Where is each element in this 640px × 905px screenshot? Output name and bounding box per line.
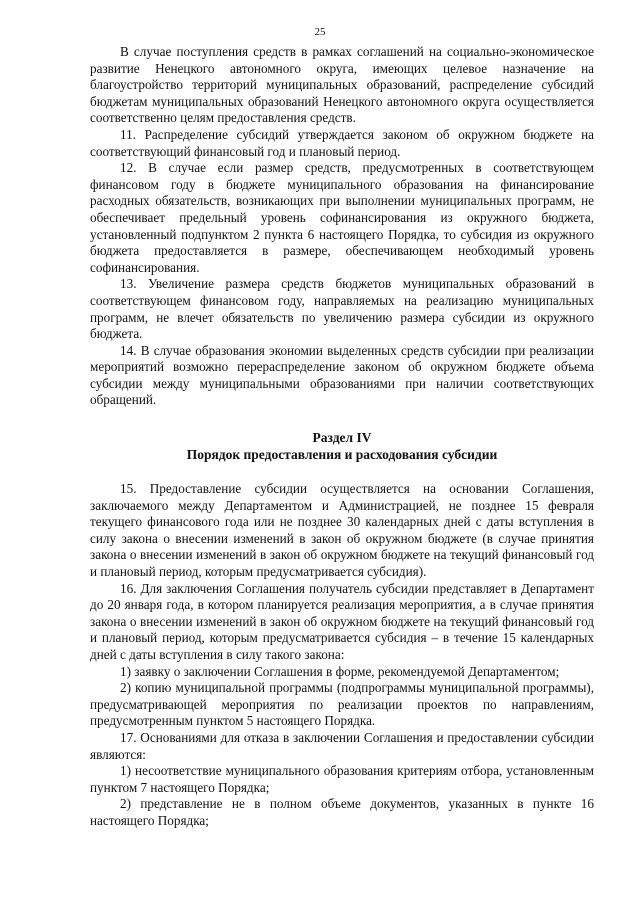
paragraph-17: 17. Основаниями для отказа в заключении Соглашения и предоставлении субсидии являются:: [90, 729, 594, 762]
paragraph-17-item-1: 1) несоответствие муниципального образования критериям отбора, установленным пунктом 7 настоящего Порядка;: [90, 763, 594, 795]
paragraph-16-item-1: 1) заявку о заключении Соглашения в форме, рекомендуемой Департаментом;: [120, 663, 560, 679]
paragraph-12: 12. В случае если размер средств, предусмотренных в соответствующем финансовом году в бюджете муниципального образования на финансирование расходных обязательств, возникающих при выполнении муниципальных программ, не обеспечивает предельный уровень софинансирования из окружного бюджета, установленный подпунктом 2 пункта 6 настоящего Порядка, то субсидия из окружного бюджета предоставляется в размере, обеспечивающем необходимый уровень софинансирования.: [90, 160, 594, 275]
paragraph-14: 14. В случае образования экономии выделенных средств субсидии при реализации мероприятий возможно перераспределение законом об окружном бюджете объема субсидии между муниципальными образованиями при наличии соответствующих обращений.: [90, 342, 594, 408]
page-number: 25: [314, 26, 326, 38]
page-content: [90, 44, 594, 830]
paragraph-13: 13. Увеличение размера средств бюджетов муниципальных образований в соответствующем финансовом году, направляемых на реализацию муниципальных программ, не влечет обязательств по увеличению размера субсидии из окружного бюджета.: [90, 276, 594, 342]
paragraph-15: 15. Предоставление субсидии осуществляется на основании Соглашения, заключаемого между Департаментом и Администрацией, не позднее 15 февраля текущего финансового года или не позднее 30 календарных дней с даты вступления в силу закона о внесении изменений в закон об окружном бюджете (в случае принятия закона о внесении изменений в закон об окружном бюджете на текущий финансовый год и плановый период, которым предусматривается субсидия).: [90, 481, 594, 580]
paragraph-16-item-2: 2) копию муниципальной программы (подпрограммы муниципальной программы), предусматривающей мероприятия по реализации проектов по направлениям, предусмотренным пунктом 5 настоящего Порядка.: [90, 680, 594, 729]
paragraph-16: 16. Для заключения Соглашения получатель субсидии представляет в Департамент до 20 января года, в котором планируется реализация мероприятия, а в случае принятия закона о внесении изменений в закон об окружном бюджете на текущий финансовый год и плановый период, которым предусматривается субсидия – в течение 15 календарных дней с даты вступления в силу такого закона:: [90, 580, 594, 662]
paragraph-17-item-2: 2) представление не в полном объеме документов, указанных в пункте 16 настоящего Порядка;: [90, 796, 594, 828]
paragraph-11: 11. Распределение субсидий утверждается законом об окружном бюджете на соответствующий финансовый год и плановый период.: [90, 126, 594, 159]
section-title: Порядок предоставления и расходования субсидии: [186, 447, 498, 463]
paragraph-intro: В случае поступления средств в рамках соглашений на социально-экономическое развитие Ненецкого автономного округа, имеющих целевое назначение на благоустройство территорий муниципальных образований, распределение субсидий бюджетам муниципальных образований Ненецкого автономного округа осуществляется соответственно целям предоставления средств.: [90, 44, 594, 126]
section-heading: Раздел IV: [312, 430, 372, 446]
